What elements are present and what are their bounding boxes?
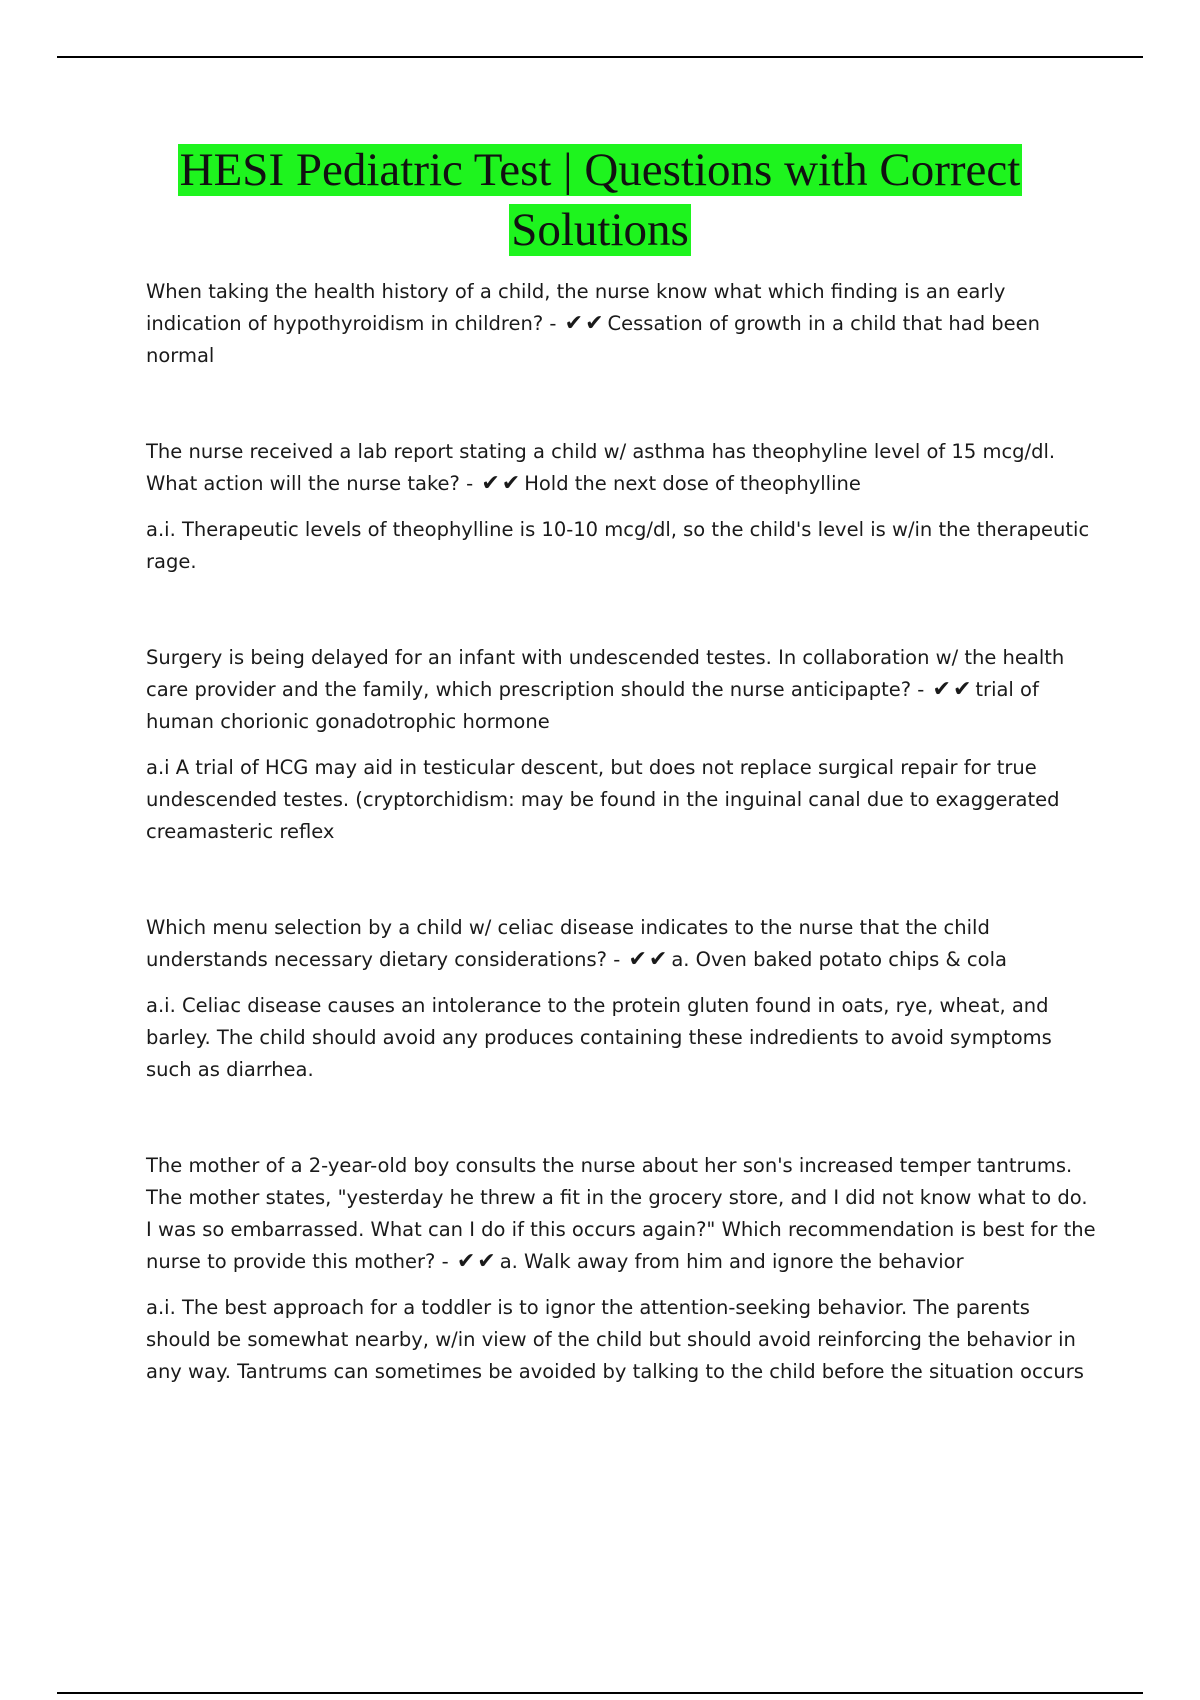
double-check-icon: ✔✔ (456, 1249, 498, 1274)
double-check-icon: ✔✔ (628, 947, 670, 972)
qa-list (146, 276, 1096, 1452)
question-paragraph (146, 1150, 1096, 1278)
qa-item (146, 276, 1096, 372)
title-highlight-line-2: Solutions (511, 204, 689, 256)
question-text: The nurse received a lab report stating a child w/ asthma has theophyline level of 15 mcg/dl. What action will the nurse take? - (146, 440, 1056, 495)
page-title (60, 140, 1140, 260)
double-check-icon: ✔✔ (481, 471, 523, 496)
question-paragraph (146, 912, 1096, 976)
answer-text: a. Oven baked potato chips & cola (671, 948, 1007, 971)
answer-text: Cessation of growth in a child that had been normal (146, 312, 1041, 367)
double-check-icon: ✔✔ (932, 677, 974, 702)
answer-text: trial of human chorionic gonadotrophic hormone (146, 678, 1039, 733)
question-paragraph (146, 642, 1096, 738)
question-paragraph (146, 276, 1096, 372)
rationale-text: a.i. Celiac disease causes an intolerance to the protein gluten found in oats, rye, wheat, and barley. The child should avoid any produces containing these indredients to avoid symptoms such as diarrhea. (146, 994, 1052, 1081)
qa-item (146, 912, 1096, 1086)
qa-item (146, 1150, 1096, 1388)
question-paragraph (146, 436, 1096, 500)
question-text: Which menu selection by a child w/ celiac disease indicates to the nurse that the child understands necessary dietary considerations? - (146, 916, 990, 971)
rationale-text: a.i. Therapeutic levels of theophylline is 10-10 mcg/dl, so the child's level is w/in the therapeutic rage. (146, 518, 1090, 573)
rationale-text: a.i. The best approach for a toddler is to ignor the attention-seeking behavior. The parents should be somewhat nearby, w/in view of the child but should avoid reinforcing the behavior in any way. Tantrums can sometimes be avoided by talking to the child before the situation occurs (146, 1296, 1084, 1383)
question-text: When taking the health history of a child, the nurse know what which finding is an early indication of hypothyroidism in children? - (146, 280, 1006, 335)
footer-rule (57, 1692, 1143, 1694)
title-highlight-line-1: HESI Pediatric Test | Questions with Correct (179, 144, 1021, 196)
answer-text: Hold the next dose of theophylline (524, 472, 861, 495)
rationale-text: a.i A trial of HCG may aid in testicular descent, but does not replace surgical repair for true undescended testes. (cryptorchidism: may be found in the inguinal canal due to exaggerated creamasteric reflex (146, 756, 1060, 843)
header-rule (57, 56, 1143, 58)
qa-item (146, 642, 1096, 848)
answer-text: a. Walk away from him and ignore the behavior (499, 1250, 964, 1273)
question-text: The mother of a 2-year-old boy consults the nurse about her son's increased temper tantrums. The mother states, "yesterday he threw a fit in the grocery store, and I did not know what to do. I was so embarrassed. What can I do if this occurs again?" Which recommendation is best for the nurse to provide this mother? - (146, 1154, 1096, 1273)
qa-item (146, 436, 1096, 578)
double-check-icon: ✔✔ (564, 311, 606, 336)
question-text: Surgery is being delayed for an infant with undescended testes. In collaboration w/ the health care provider and the family, which prescription should the nurse anticipapte? - (146, 646, 1065, 701)
